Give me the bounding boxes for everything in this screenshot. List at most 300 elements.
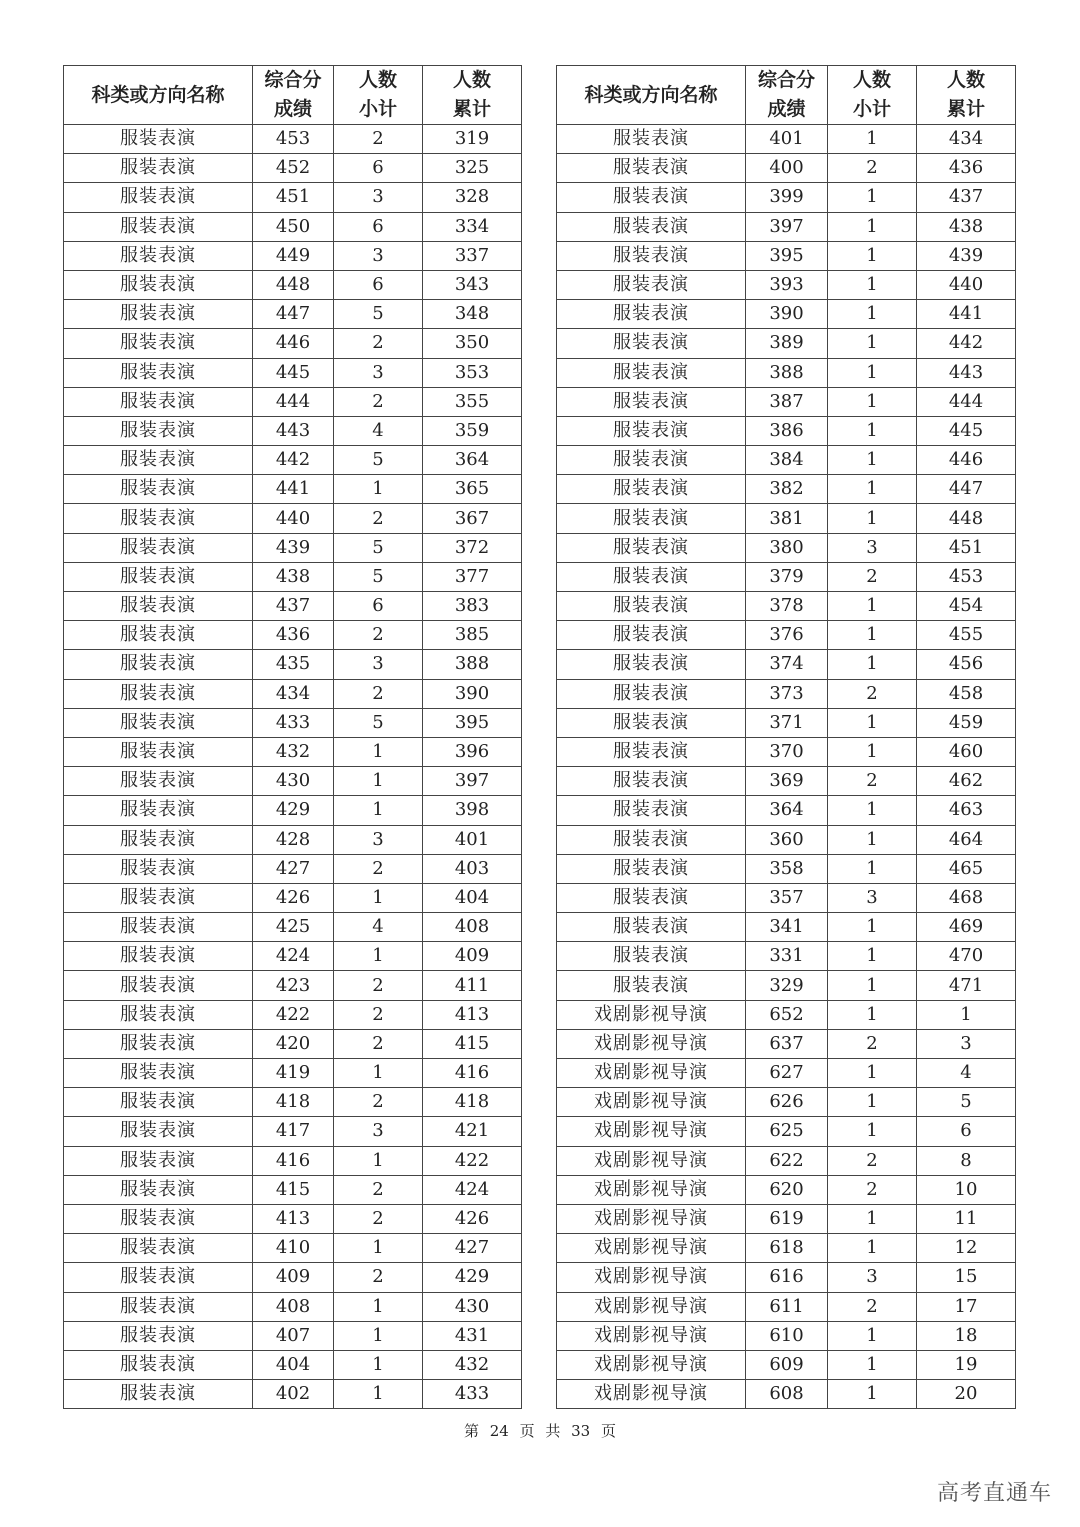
table-row — [557, 621, 1016, 650]
cell-score: 358 — [746, 854, 828, 883]
cell-count: 3 — [828, 533, 917, 562]
cell-score: 610 — [746, 1321, 828, 1350]
table-row — [557, 562, 1016, 591]
cell-cumulative: 364 — [423, 446, 522, 475]
cell-count: 2 — [334, 1000, 423, 1029]
cell-major: 服装表演 — [64, 1234, 253, 1263]
table-row — [557, 446, 1016, 475]
cell-count: 1 — [334, 1380, 423, 1409]
cell-cumulative: 19 — [917, 1350, 1016, 1379]
cell-count: 1 — [828, 1234, 917, 1263]
cell-cumulative: 355 — [423, 387, 522, 416]
cell-score: 627 — [746, 1059, 828, 1088]
cell-cumulative: 1 — [917, 1000, 1016, 1029]
cell-count: 2 — [828, 562, 917, 591]
cell-cumulative: 403 — [423, 854, 522, 883]
cell-score: 401 — [746, 125, 828, 154]
cell-major: 服装表演 — [64, 1029, 253, 1058]
cell-count: 1 — [828, 1204, 917, 1233]
cell-score: 422 — [253, 1000, 334, 1029]
cell-score: 444 — [253, 387, 334, 416]
cell-cumulative: 4 — [917, 1059, 1016, 1088]
table-row — [557, 592, 1016, 621]
cell-score: 384 — [746, 446, 828, 475]
table-row — [64, 212, 522, 241]
cell-score: 382 — [746, 475, 828, 504]
cell-cumulative: 343 — [423, 270, 522, 299]
cell-cumulative: 462 — [917, 767, 1016, 796]
cell-score: 447 — [253, 300, 334, 329]
cell-score: 364 — [746, 796, 828, 825]
cell-count: 2 — [334, 854, 423, 883]
cell-major: 服装表演 — [64, 300, 253, 329]
cell-major: 服装表演 — [64, 767, 253, 796]
cell-count: 3 — [334, 825, 423, 854]
cell-major: 服装表演 — [64, 971, 253, 1000]
cell-count: 1 — [334, 767, 423, 796]
cell-cumulative: 471 — [917, 971, 1016, 1000]
cell-cumulative: 454 — [917, 592, 1016, 621]
table-row — [64, 679, 522, 708]
cell-cumulative: 337 — [423, 241, 522, 270]
table-row — [64, 592, 522, 621]
cell-major: 服装表演 — [64, 1380, 253, 1409]
cell-major: 服装表演 — [557, 212, 746, 241]
table-row — [557, 1117, 1016, 1146]
cell-score: 386 — [746, 416, 828, 445]
header-count: 人数 小计 — [828, 66, 917, 125]
table-row — [64, 1321, 522, 1350]
cell-count: 1 — [828, 1088, 917, 1117]
table-row — [557, 913, 1016, 942]
cell-score: 433 — [253, 708, 334, 737]
cell-score: 409 — [253, 1263, 334, 1292]
cell-count: 2 — [334, 621, 423, 650]
table-row — [64, 708, 522, 737]
cell-count: 1 — [828, 1000, 917, 1029]
cell-score: 611 — [746, 1292, 828, 1321]
table-row — [64, 1175, 522, 1204]
cell-count: 1 — [334, 1146, 423, 1175]
cell-count: 2 — [334, 971, 423, 1000]
cell-count: 1 — [828, 913, 917, 942]
cell-score: 423 — [253, 971, 334, 1000]
table-row — [64, 446, 522, 475]
cell-score: 619 — [746, 1204, 828, 1233]
cell-score: 370 — [746, 737, 828, 766]
cell-count: 1 — [828, 650, 917, 679]
cell-score: 453 — [253, 125, 334, 154]
cell-count: 6 — [334, 270, 423, 299]
table-row — [557, 358, 1016, 387]
cell-count: 2 — [334, 1263, 423, 1292]
cell-score: 443 — [253, 416, 334, 445]
table-row — [64, 854, 522, 883]
table-row — [64, 475, 522, 504]
cell-major: 服装表演 — [557, 300, 746, 329]
table-row — [557, 183, 1016, 212]
cell-score: 389 — [746, 329, 828, 358]
cell-count: 3 — [828, 883, 917, 912]
cell-major: 服装表演 — [557, 767, 746, 796]
cell-major: 服装表演 — [64, 1000, 253, 1029]
cell-cumulative: 377 — [423, 562, 522, 591]
cell-cumulative: 325 — [423, 154, 522, 183]
table-row — [557, 1175, 1016, 1204]
cell-cumulative: 432 — [423, 1350, 522, 1379]
cell-cumulative: 433 — [423, 1380, 522, 1409]
cell-major: 服装表演 — [64, 533, 253, 562]
cell-major: 服装表演 — [64, 270, 253, 299]
cell-count: 5 — [334, 533, 423, 562]
cell-score: 388 — [746, 358, 828, 387]
table-row — [557, 270, 1016, 299]
cell-cumulative: 20 — [917, 1380, 1016, 1409]
cell-score: 417 — [253, 1117, 334, 1146]
cell-major: 服装表演 — [557, 796, 746, 825]
cell-score: 413 — [253, 1204, 334, 1233]
cell-cumulative: 438 — [917, 212, 1016, 241]
cell-score: 393 — [746, 270, 828, 299]
table-row — [557, 971, 1016, 1000]
cell-major: 服装表演 — [64, 883, 253, 912]
cell-count: 1 — [828, 504, 917, 533]
header-row — [64, 66, 522, 125]
cell-major: 服装表演 — [557, 504, 746, 533]
cell-cumulative: 465 — [917, 854, 1016, 883]
cell-major: 戏剧影视导演 — [557, 1088, 746, 1117]
cell-cumulative: 15 — [917, 1263, 1016, 1292]
cell-cumulative: 408 — [423, 913, 522, 942]
cell-cumulative: 17 — [917, 1292, 1016, 1321]
cell-score: 448 — [253, 270, 334, 299]
cell-major: 戏剧影视导演 — [557, 1292, 746, 1321]
cell-major: 服装表演 — [64, 416, 253, 445]
cell-cumulative: 440 — [917, 270, 1016, 299]
cell-score: 408 — [253, 1292, 334, 1321]
table-row — [64, 650, 522, 679]
cell-score: 430 — [253, 767, 334, 796]
cell-count: 4 — [334, 416, 423, 445]
table-row — [557, 679, 1016, 708]
cell-score: 427 — [253, 854, 334, 883]
cell-score: 608 — [746, 1380, 828, 1409]
table-row — [557, 1059, 1016, 1088]
cell-major: 服装表演 — [557, 942, 746, 971]
table-row — [557, 504, 1016, 533]
cell-cumulative: 453 — [917, 562, 1016, 591]
table-row — [64, 533, 522, 562]
cell-count: 3 — [828, 1263, 917, 1292]
cell-major: 服装表演 — [64, 387, 253, 416]
table-row — [557, 1204, 1016, 1233]
cell-count: 5 — [334, 562, 423, 591]
cell-major: 服装表演 — [557, 154, 746, 183]
cell-cumulative: 468 — [917, 883, 1016, 912]
cell-major: 服装表演 — [64, 154, 253, 183]
table-row — [557, 737, 1016, 766]
cell-score: 429 — [253, 796, 334, 825]
cell-count: 3 — [334, 358, 423, 387]
cell-cumulative: 350 — [423, 329, 522, 358]
cell-count: 1 — [828, 1059, 917, 1088]
cell-cumulative: 437 — [917, 183, 1016, 212]
cell-major: 服装表演 — [64, 621, 253, 650]
cell-cumulative: 367 — [423, 504, 522, 533]
cell-score: 452 — [253, 154, 334, 183]
cell-major: 服装表演 — [557, 562, 746, 591]
cell-major: 服装表演 — [64, 329, 253, 358]
cell-major: 服装表演 — [64, 913, 253, 942]
table-row — [557, 650, 1016, 679]
table-row — [64, 358, 522, 387]
cell-count: 1 — [334, 475, 423, 504]
cell-count: 1 — [334, 1350, 423, 1379]
cell-cumulative: 398 — [423, 796, 522, 825]
cell-cumulative: 385 — [423, 621, 522, 650]
cell-score: 404 — [253, 1350, 334, 1379]
cell-major: 戏剧影视导演 — [557, 1000, 746, 1029]
cell-major: 服装表演 — [64, 796, 253, 825]
table-row — [64, 767, 522, 796]
table-row — [557, 241, 1016, 270]
cell-cumulative: 411 — [423, 971, 522, 1000]
table-row — [557, 854, 1016, 883]
table-row — [557, 533, 1016, 562]
table-row — [557, 708, 1016, 737]
cell-score: 360 — [746, 825, 828, 854]
table-row — [557, 767, 1016, 796]
cell-cumulative: 396 — [423, 737, 522, 766]
cell-cumulative: 464 — [917, 825, 1016, 854]
header-count: 人数 小计 — [334, 66, 423, 125]
table-row — [557, 1029, 1016, 1058]
table-row — [557, 883, 1016, 912]
cell-count: 1 — [828, 475, 917, 504]
cell-count: 2 — [334, 1029, 423, 1058]
table-row — [64, 737, 522, 766]
cell-score: 450 — [253, 212, 334, 241]
table-row — [557, 212, 1016, 241]
table-row — [64, 562, 522, 591]
cell-major: 服装表演 — [557, 650, 746, 679]
cell-major: 服装表演 — [64, 737, 253, 766]
cell-score: 379 — [746, 562, 828, 591]
cell-cumulative: 395 — [423, 708, 522, 737]
table-row — [64, 621, 522, 650]
cell-score: 387 — [746, 387, 828, 416]
table-row — [64, 1146, 522, 1175]
cell-score: 371 — [746, 708, 828, 737]
cell-major: 服装表演 — [64, 1292, 253, 1321]
cell-major: 服装表演 — [64, 504, 253, 533]
cell-major: 服装表演 — [64, 650, 253, 679]
cell-score: 637 — [746, 1029, 828, 1058]
cell-count: 1 — [828, 621, 917, 650]
cell-major: 服装表演 — [64, 1117, 253, 1146]
cell-major: 服装表演 — [64, 241, 253, 270]
cell-cumulative: 444 — [917, 387, 1016, 416]
table-row — [64, 1234, 522, 1263]
table-row — [64, 1000, 522, 1029]
cell-cumulative: 319 — [423, 125, 522, 154]
cell-count: 1 — [828, 270, 917, 299]
cell-major: 戏剧影视导演 — [557, 1350, 746, 1379]
cell-cumulative: 436 — [917, 154, 1016, 183]
cell-major: 服装表演 — [557, 737, 746, 766]
cell-major: 服装表演 — [64, 1146, 253, 1175]
cell-count: 1 — [334, 796, 423, 825]
cell-cumulative: 446 — [917, 446, 1016, 475]
cell-major: 服装表演 — [64, 1175, 253, 1204]
cell-score: 357 — [746, 883, 828, 912]
cell-score: 428 — [253, 825, 334, 854]
table-row — [64, 1380, 522, 1409]
cell-score: 437 — [253, 592, 334, 621]
cell-count: 2 — [334, 1204, 423, 1233]
cell-count: 2 — [828, 679, 917, 708]
cell-count: 2 — [828, 1175, 917, 1204]
cell-cumulative: 422 — [423, 1146, 522, 1175]
cell-score: 620 — [746, 1175, 828, 1204]
cell-major: 服装表演 — [557, 971, 746, 1000]
header-row — [557, 66, 1016, 125]
cell-score: 652 — [746, 1000, 828, 1029]
cell-count: 6 — [334, 212, 423, 241]
cell-major: 服装表演 — [557, 883, 746, 912]
table-row — [64, 1292, 522, 1321]
table-row — [557, 1234, 1016, 1263]
cell-cumulative: 328 — [423, 183, 522, 212]
cell-score: 373 — [746, 679, 828, 708]
cell-count: 1 — [828, 125, 917, 154]
cell-major: 服装表演 — [557, 475, 746, 504]
cell-major: 服装表演 — [64, 446, 253, 475]
cell-major: 服装表演 — [64, 1204, 253, 1233]
cell-count: 1 — [334, 1059, 423, 1088]
table-row — [557, 154, 1016, 183]
cell-count: 1 — [828, 942, 917, 971]
table-row — [64, 416, 522, 445]
cell-count: 2 — [828, 1146, 917, 1175]
cell-count: 1 — [334, 1292, 423, 1321]
cell-cumulative: 460 — [917, 737, 1016, 766]
cell-score: 445 — [253, 358, 334, 387]
cell-cumulative: 8 — [917, 1146, 1016, 1175]
cell-score: 446 — [253, 329, 334, 358]
cell-score: 331 — [746, 942, 828, 971]
cell-count: 1 — [828, 329, 917, 358]
cell-count: 4 — [334, 913, 423, 942]
cell-score: 439 — [253, 533, 334, 562]
cell-cumulative: 372 — [423, 533, 522, 562]
cell-score: 397 — [746, 212, 828, 241]
cell-count: 3 — [334, 650, 423, 679]
table-row — [557, 300, 1016, 329]
cell-cumulative: 459 — [917, 708, 1016, 737]
table-row — [557, 329, 1016, 358]
cell-score: 426 — [253, 883, 334, 912]
cell-cumulative: 451 — [917, 533, 1016, 562]
cell-major: 服装表演 — [557, 241, 746, 270]
cell-cumulative: 334 — [423, 212, 522, 241]
cell-cumulative: 348 — [423, 300, 522, 329]
cell-count: 2 — [828, 1292, 917, 1321]
cell-score: 381 — [746, 504, 828, 533]
cell-count: 1 — [334, 883, 423, 912]
table-row — [64, 1059, 522, 1088]
table-row — [557, 825, 1016, 854]
cell-cumulative: 18 — [917, 1321, 1016, 1350]
cell-score: 616 — [746, 1263, 828, 1292]
table-row — [557, 387, 1016, 416]
cell-cumulative: 416 — [423, 1059, 522, 1088]
cell-cumulative: 418 — [423, 1088, 522, 1117]
table-row — [557, 1380, 1016, 1409]
cell-major: 戏剧影视导演 — [557, 1234, 746, 1263]
cell-major: 戏剧影视导演 — [557, 1321, 746, 1350]
header-cumulative: 人数 累计 — [917, 66, 1016, 125]
table-row — [557, 416, 1016, 445]
score-table-left — [63, 65, 522, 1409]
table-row — [557, 796, 1016, 825]
cell-cumulative: 415 — [423, 1029, 522, 1058]
cell-score: 416 — [253, 1146, 334, 1175]
cell-score: 625 — [746, 1117, 828, 1146]
table-body-right — [557, 125, 1016, 1409]
cell-major: 戏剧影视导演 — [557, 1380, 746, 1409]
cell-score: 432 — [253, 737, 334, 766]
table-row — [64, 504, 522, 533]
header-name: 科类或方向名称 — [64, 66, 253, 125]
table-row — [557, 475, 1016, 504]
cell-cumulative: 401 — [423, 825, 522, 854]
table-row — [557, 1000, 1016, 1029]
cell-count: 2 — [334, 1175, 423, 1204]
cell-score: 609 — [746, 1350, 828, 1379]
cell-count: 1 — [828, 1380, 917, 1409]
cell-count: 5 — [334, 300, 423, 329]
cell-count: 2 — [334, 125, 423, 154]
table-row — [64, 1117, 522, 1146]
table-row — [64, 1204, 522, 1233]
cell-major: 戏剧影视导演 — [557, 1029, 746, 1058]
cell-score: 438 — [253, 562, 334, 591]
cell-cumulative: 390 — [423, 679, 522, 708]
cell-cumulative: 10 — [917, 1175, 1016, 1204]
cell-count: 1 — [828, 241, 917, 270]
cell-score: 395 — [746, 241, 828, 270]
cell-major: 服装表演 — [64, 592, 253, 621]
cell-score: 441 — [253, 475, 334, 504]
cell-major: 服装表演 — [64, 825, 253, 854]
cell-count: 1 — [828, 300, 917, 329]
cell-cumulative: 3 — [917, 1029, 1016, 1058]
cell-count: 1 — [828, 387, 917, 416]
cell-major: 戏剧影视导演 — [557, 1263, 746, 1292]
cell-count: 1 — [334, 1234, 423, 1263]
cell-count: 1 — [828, 183, 917, 212]
cell-score: 424 — [253, 942, 334, 971]
cell-score: 451 — [253, 183, 334, 212]
cell-major: 服装表演 — [64, 125, 253, 154]
cell-score: 440 — [253, 504, 334, 533]
cell-major: 服装表演 — [64, 1059, 253, 1088]
table-row — [64, 971, 522, 1000]
cell-cumulative: 404 — [423, 883, 522, 912]
cell-count: 1 — [828, 1117, 917, 1146]
cell-cumulative: 443 — [917, 358, 1016, 387]
